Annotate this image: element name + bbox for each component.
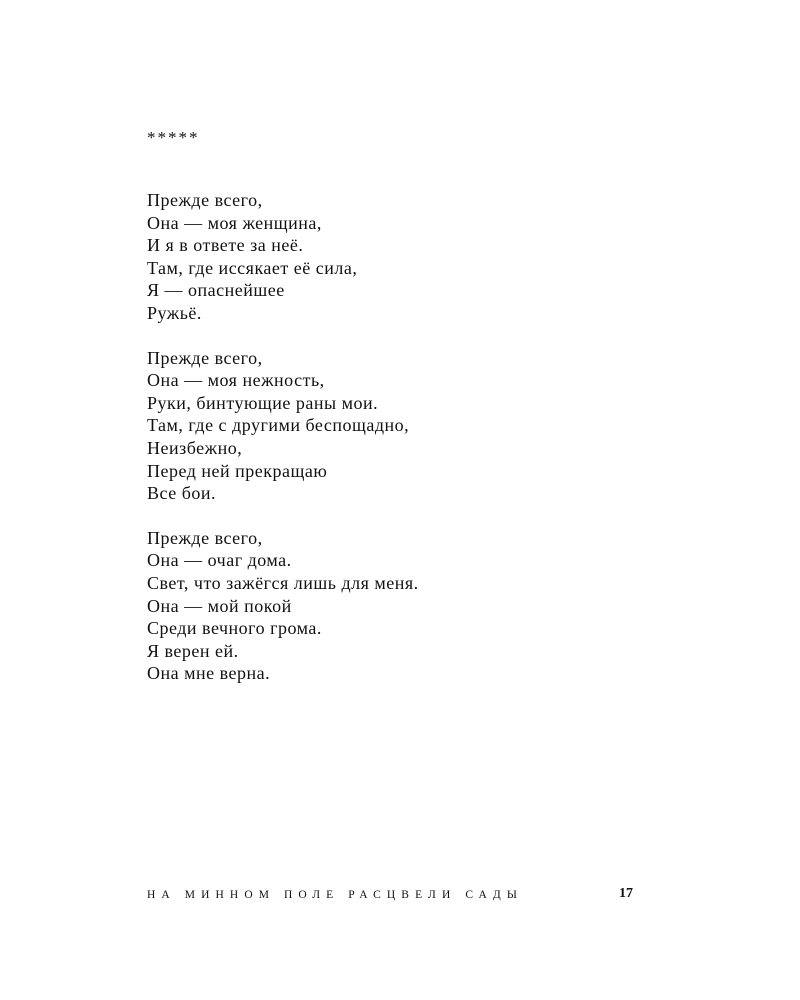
poem-line: Ружьё. — [147, 302, 202, 323]
stanza-1 — [147, 189, 707, 325]
page-number: 17 — [619, 886, 633, 901]
section-separator: ***** — [147, 128, 200, 147]
poem-line: Руки, бинтующие раны мои. — [147, 392, 379, 413]
poem-line: И я в ответе за неё. — [147, 235, 304, 256]
stanza-2 — [147, 347, 707, 505]
poem-line: Там, где с другими беспощадно, — [147, 415, 410, 436]
poem-line: Она — очаг дома. — [147, 550, 292, 571]
poem-line: Я — опаснейшее — [147, 280, 285, 301]
poem-line: Я верен ей. — [147, 640, 239, 661]
poem-line: Там, где иссякает её сила, — [147, 257, 358, 278]
poem-line: Свет, что зажёгся лишь для меня. — [147, 572, 419, 593]
poem-line: Она — моя женщина, — [147, 212, 322, 233]
poem-line: Прежде всего, — [147, 527, 263, 548]
poem-line: Она — мой покой — [147, 595, 292, 616]
poem-line: Она — моя нежность, — [147, 370, 325, 391]
poem-line: Все бои. — [147, 483, 216, 504]
stanza-3 — [147, 527, 707, 685]
poem-line: Среди вечного грома. — [147, 618, 322, 639]
poem — [147, 189, 707, 707]
poem-line: Прежде всего, — [147, 347, 263, 368]
running-footer-book-title: НА МИННОМ ПОЛЕ РАСЦВЕЛИ САДЫ — [147, 889, 523, 901]
poem-line: Она мне верна. — [147, 663, 271, 684]
poem-line: Прежде всего, — [147, 190, 263, 210]
poem-line: Перед ней прекращаю — [147, 460, 328, 481]
poem-line: Неизбежно, — [147, 437, 243, 458]
